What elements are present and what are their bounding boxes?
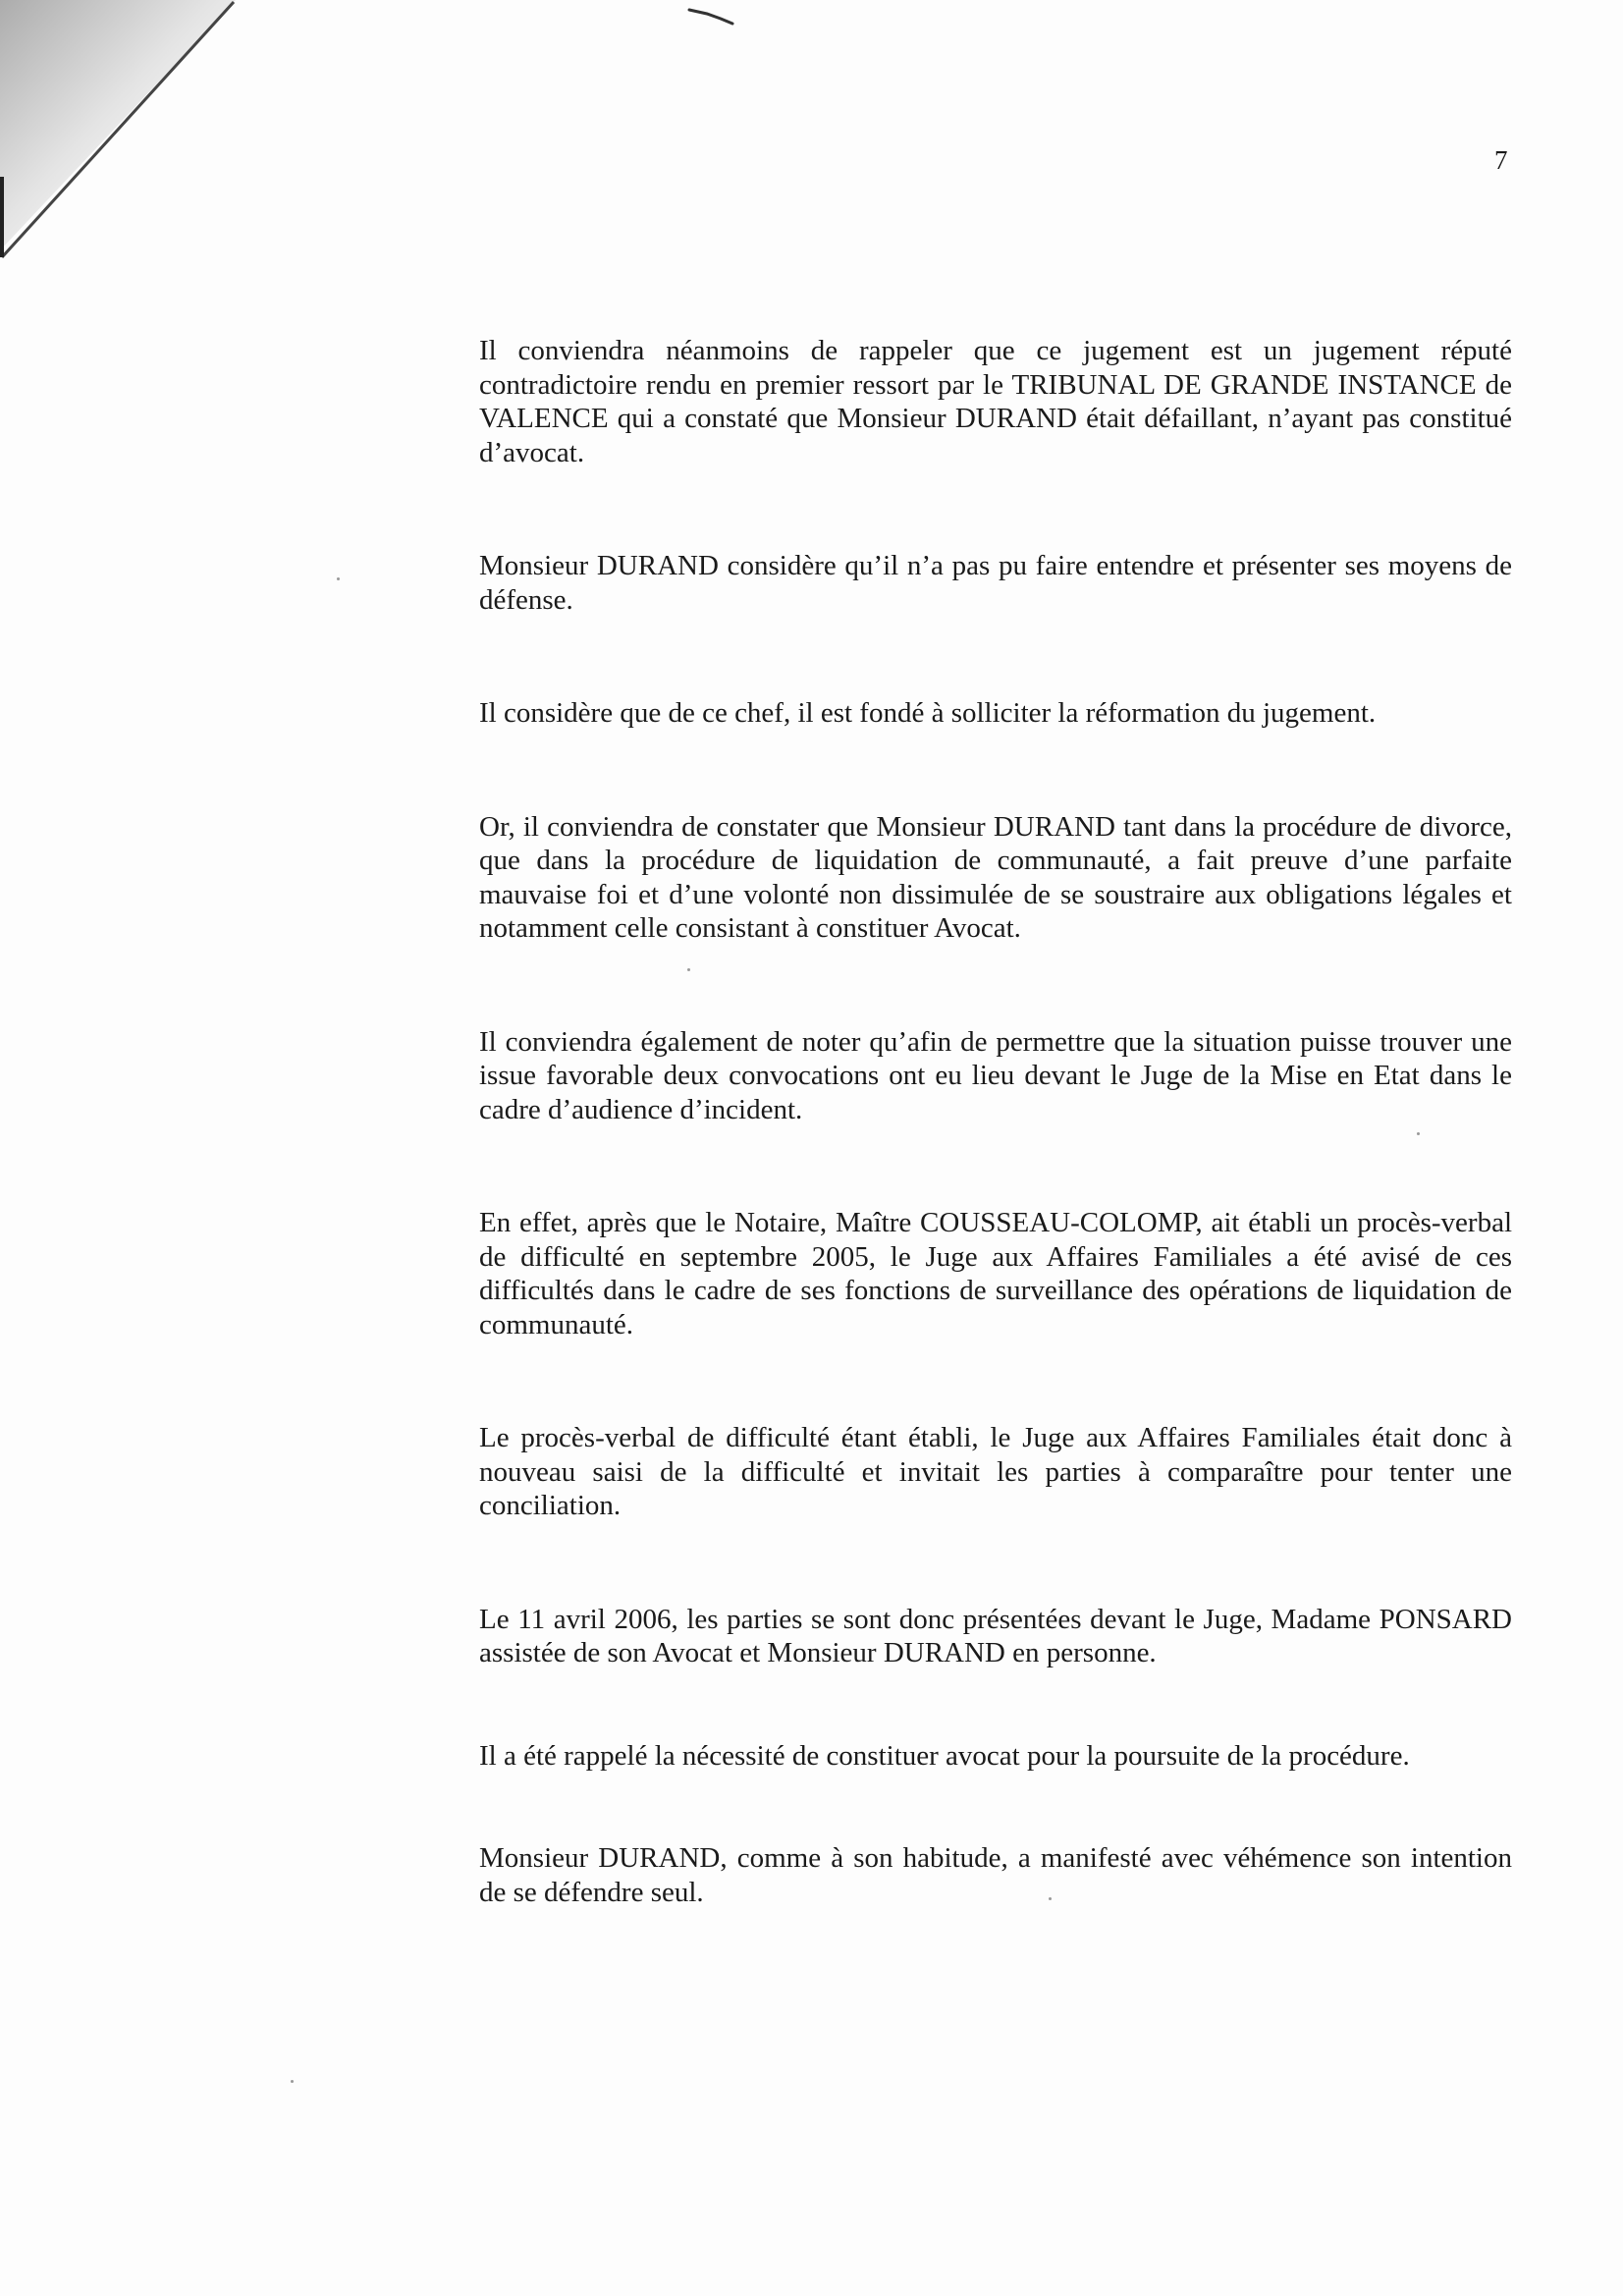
body-text (479, 334, 1512, 1909)
paragraph-6: En effet, après que le Notaire, Maître COUSSEAU-COLOMP, ait établi un procès-verbal de difficulté en septembre 2005, le Juge aux Affaires Familiales a été avisé de ces difficultés dans le cadre de ses fonctions de surveillance des opérations de liquidation de communauté. (479, 1207, 1512, 1340)
paragraph-2: Monsieur DURAND considère qu’il n’a pas pu faire entendre et présenter ses moyens de défense. (479, 550, 1512, 616)
paragraph-10: Monsieur DURAND, comme à son habitude, a manifesté avec véhémence son intention de se défendre seul. (479, 1842, 1512, 1908)
paragraph-3: Il considère que de ce chef, il est fondé à solliciter la réformation du jugement. (479, 697, 1377, 729)
paragraph-9: Il a été rappelé la nécessité de constituer avocat pour la poursuite de la procédure. (479, 1739, 1410, 1772)
folded-corner-shadow (0, 0, 265, 265)
paragraph-1: Il conviendra néanmoins de rappeler que ce jugement est un jugement réputé contradictoire rendu en premier ressort par le TRIBUNAL DE GRANDE INSTANCE de VALENCE qui a constaté que Monsieur DURAND était défaillant, n’ayant pas constitué d’avocat. (479, 335, 1512, 468)
scan-speck (687, 968, 690, 971)
paragraph-7: Le procès-verbal de difficulté étant établi, le Juge aux Affaires Familiales était donc à nouveau saisi de la difficulté et invitait les parties à comparaître pour tenter une conciliation. (479, 1422, 1512, 1521)
scan-speck (1049, 1897, 1052, 1900)
scan-speck (291, 2080, 294, 2083)
paragraph-4: Or, il conviendra de constater que Monsieur DURAND tant dans la procédure de divorce, que dans la procédure de liquidation de communauté, a fait preuve d’une parfaite mauvaise foi et d’une volonté non dissimulée de se soustraire aux obligations légales et notamment celle consistant à constituer Avocat. (479, 810, 1512, 944)
paragraph-5: Il conviendra également de noter qu’afin de permettre que la situation puisse trouver une issue favorable deux convocations ont eu lieu devant le Juge de la Mise en Etat dans le cadre d’audience d’incident. (479, 1025, 1512, 1125)
scan-speck (337, 577, 340, 580)
scan-artifact (687, 4, 736, 27)
paragraph-8: Le 11 avril 2006, les parties se sont donc présentées devant le Juge, Madame PONSARD assistée de son Avocat et Monsieur DURAND en personne. (479, 1603, 1512, 1668)
page-number: 7 (1494, 145, 1508, 175)
scan-speck (1417, 1132, 1420, 1135)
